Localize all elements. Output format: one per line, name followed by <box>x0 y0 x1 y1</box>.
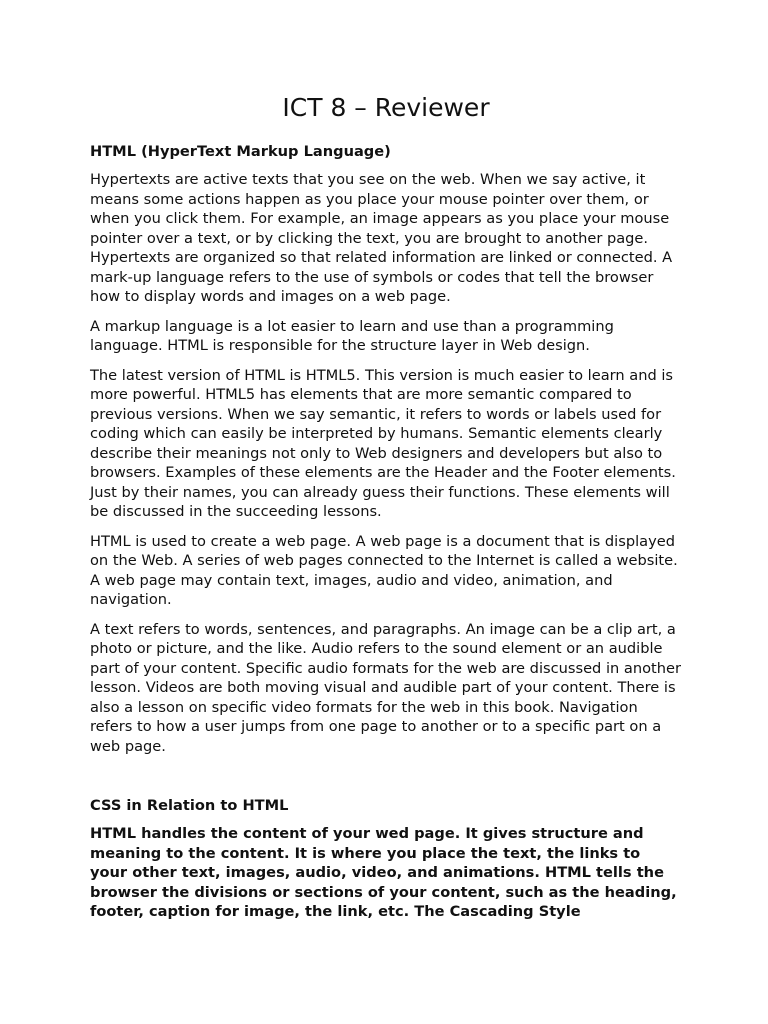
document-title: ICT 8 – Reviewer <box>282 93 490 122</box>
paragraph-html5: The latest version of HTML is HTML5. This version is much easier to learn and is more powerful. HTML5 has elements that are more semantic compared to previous versions. When we say semantic, it refers to words or labels used for coding which can easily be interpreted by humans. Semantic elements clearly describe their meanings not only to Web designers and developers but also to browsers. Examples of these elements are the Header and the Footer elements. Just by their names, you can already guess their functions. These elements will be discussed in the succeeding lessons. <box>90 366 676 520</box>
paragraph-markup-language: A markup language is a lot easier to learn and use than a programming language. HTML is responsible for the structure layer in Web design. <box>90 317 614 354</box>
paragraph-hypertexts: Hypertexts are active texts that you see on the web. When we say active, it means some actions happen as you place your mouse pointer over them, or when you click them. For example, an image appears as you place your mouse pointer over a text, or by clicking the text, you are brought to another page. Hypertexts are organized so that related information are linked or connected. A mark-up language refers to the use of symbols or codes that tell the browser how to display words and images on a web page. <box>90 171 673 305</box>
section-heading-html: HTML (HyperText Markup Language) <box>90 143 391 160</box>
section-spacer <box>90 766 682 796</box>
section-heading-css: CSS in Relation to HTML <box>90 797 289 814</box>
document-page <box>90 88 682 932</box>
paragraph-web-page: HTML is used to create a web page. A web page is a document that is displayed on the Web. A series of web pages connected to the Internet is called a website. A web page may contain text, images, audio and video, animation, and navigation. <box>90 532 678 608</box>
paragraph-content-types: A text refers to words, sentences, and paragraphs. An image can be a clip art, a photo or picture, and the like. Audio refers to the sound element or an audible part of your content. Specific audio formats for the web are discussed in another lesson. Videos are both moving visual and audible part of your content. There is also a lesson on specific video formats for the web in this book. Navigation refers to how a user jumps from one page to another or to a specific part on a web page. <box>90 620 681 755</box>
paragraph-css-html: HTML handles the content of your wed page. It gives structure and meaning to the content. It is where you place the text, the links to your other text, images, audio, video, and animations. HTML tells the browser the divisions or sections of your content, such as the heading, footer, caption for image, the link, etc. The Cascading Style <box>90 825 677 920</box>
